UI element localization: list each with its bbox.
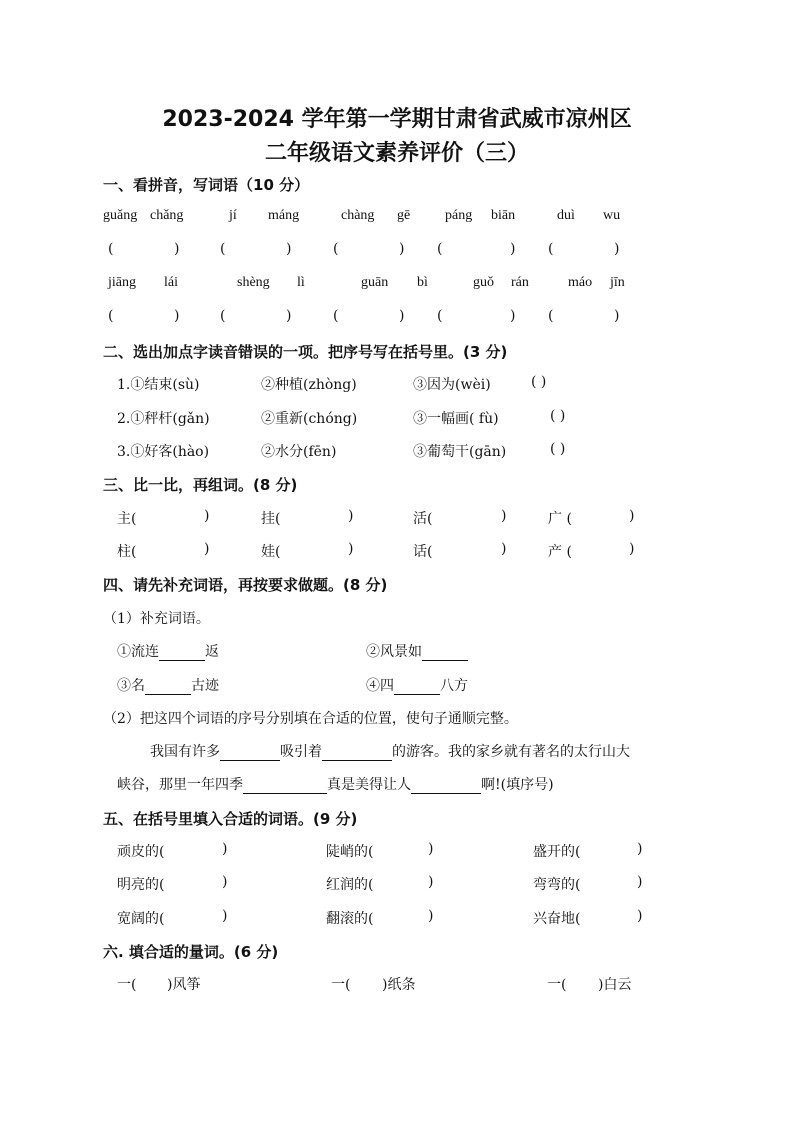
pinyin: lì: [297, 275, 305, 290]
measure-noun: )纸条: [382, 977, 416, 993]
pinyin: chàng: [341, 208, 375, 223]
text: 峡谷，那里一年四季: [117, 777, 243, 793]
option: ③一幅画( fù): [413, 411, 499, 427]
fill-item-2: [366, 641, 468, 661]
page-title: 2023-2024 学年第一学期甘肃省武威市凉州区: [162, 107, 632, 132]
text: 吸引着: [280, 744, 322, 760]
fill-blank[interactable]: [322, 744, 392, 761]
option: ②重新(chóng): [261, 411, 358, 427]
paren-close: ): [222, 908, 228, 924]
measure-prefix: 一(: [331, 977, 351, 993]
paren-open: (: [220, 241, 226, 257]
paren-close: ): [428, 874, 434, 890]
paren-close: ): [222, 841, 228, 857]
pinyin: guǎng: [103, 208, 138, 223]
paren-close: ): [510, 241, 516, 257]
char-item: 挂(: [261, 511, 281, 527]
char-item: 主(: [117, 511, 137, 527]
measure-noun: )白云: [598, 977, 632, 993]
paren-close: ): [510, 308, 516, 324]
page-subtitle: 二年级语文素养评价（三）: [264, 141, 529, 166]
paren-close: ): [637, 908, 643, 924]
fill-blank[interactable]: [220, 744, 280, 761]
measure-prefix: 一(: [117, 977, 137, 993]
option: ②水分(fēn): [261, 444, 337, 460]
paren-close: ): [637, 841, 643, 857]
fill-item-3: [117, 675, 219, 695]
paragraph-line-2: [117, 774, 554, 794]
pinyin: biān: [491, 208, 516, 223]
paren-open: (: [548, 241, 554, 257]
paren-close: ): [174, 241, 180, 257]
pinyin: rán: [511, 275, 529, 290]
paren-open: (: [437, 308, 443, 324]
pinyin: gē: [397, 208, 411, 223]
section-2-heading: 二、选出加点字读音错误的一项。把序号写在括号里。(3 分): [103, 343, 508, 361]
option: ②种植(zhòng): [261, 377, 357, 393]
pinyin: duì: [557, 208, 575, 223]
fill-pre: ④四: [366, 678, 394, 694]
char-item: 广 (: [548, 511, 572, 527]
fill-post: 返: [205, 644, 219, 660]
paren-close: ): [428, 841, 434, 857]
paren-open: (: [333, 241, 339, 257]
pinyin: jiāng: [108, 275, 136, 290]
paren-close: ): [348, 541, 354, 557]
char-item: 娃(: [261, 544, 281, 560]
fill-blank[interactable]: [422, 644, 468, 661]
paren-close: ): [501, 541, 507, 557]
text: 我国有许多: [150, 744, 220, 760]
section-4-heading: 四、请先补充词语，再按要求做题。(8 分): [103, 576, 388, 594]
word-item: 宽阔的(: [117, 911, 165, 927]
paren-close: ): [637, 874, 643, 890]
paren-open: (: [108, 308, 114, 324]
pinyin: bì: [417, 275, 428, 290]
paren-close: ): [614, 241, 620, 257]
paren-close: ): [428, 908, 434, 924]
measure-noun: )风筝: [167, 977, 201, 993]
paragraph-line-1: [150, 741, 630, 761]
word-item: 弯弯的(: [533, 877, 581, 893]
sub-question-1: （1）补充词语。: [103, 611, 210, 627]
char-item: 产 (: [548, 544, 572, 560]
section-3-heading: 三、比一比，再组词。(8 分): [103, 476, 298, 494]
text: 真是美得让人: [327, 777, 411, 793]
char-item: 活(: [413, 511, 433, 527]
fill-post: 古迹: [191, 678, 219, 694]
char-item: 柱(: [117, 544, 137, 560]
pinyin: guān: [361, 275, 389, 290]
pinyin: lái: [164, 275, 178, 290]
pinyin: jīn: [610, 275, 625, 290]
paren-open: (: [437, 241, 443, 257]
pinyin: máo: [568, 275, 593, 290]
paren-close: ): [629, 508, 635, 524]
char-item: 话(: [413, 544, 433, 560]
option: 2.①秤杆(gǎn): [117, 411, 210, 427]
paren-close: ): [204, 541, 210, 557]
fill-post: 八方: [440, 678, 468, 694]
answer-paren: ( ): [550, 441, 566, 457]
paren-close: ): [286, 241, 292, 257]
word-item: 陡峭的(: [326, 844, 374, 860]
word-item: 红润的(: [326, 877, 374, 893]
text: 啊!(填序号): [481, 777, 554, 793]
word-item: 明亮的(: [117, 877, 165, 893]
fill-pre: ①流连: [117, 644, 159, 660]
paren-open: (: [548, 308, 554, 324]
pinyin: jí: [229, 208, 237, 223]
paren-close: ): [222, 874, 228, 890]
answer-paren: ( ): [550, 408, 566, 424]
fill-pre: ②风景如: [366, 644, 422, 660]
paren-close: ): [174, 308, 180, 324]
fill-blank[interactable]: [145, 678, 191, 695]
paren-close: ): [286, 308, 292, 324]
pinyin: máng: [268, 208, 300, 223]
pinyin: guǒ: [473, 275, 494, 290]
measure-prefix: 一(: [547, 977, 567, 993]
paren-open: (: [333, 308, 339, 324]
word-item: 兴奋地(: [533, 911, 581, 927]
paren-close: ): [614, 308, 620, 324]
section-6-heading: 六. 填合适的量词。(6 分): [103, 943, 279, 961]
section-1-heading: 一、看拼音，写词语（10 分）: [103, 176, 310, 194]
word-item: 翻滚的(: [326, 911, 374, 927]
fill-pre: ③名: [117, 678, 145, 694]
option: ③葡萄干(gān): [413, 444, 507, 460]
paren-close: ): [399, 308, 405, 324]
fill-item-4: [366, 675, 468, 695]
fill-blank[interactable]: [411, 777, 481, 794]
paren-close: ): [399, 241, 405, 257]
paren-close: ): [501, 508, 507, 524]
word-item: 盛开的(: [533, 844, 581, 860]
fill-blank[interactable]: [394, 678, 440, 695]
paren-open: (: [108, 241, 114, 257]
option: 3.①好客(hào): [117, 444, 210, 460]
fill-item-1: [117, 641, 219, 661]
paren-close: ): [348, 508, 354, 524]
text: 的游客。我的家乡就有著名的太行山大: [392, 744, 630, 760]
fill-blank[interactable]: [159, 644, 205, 661]
word-item: 顽皮的(: [117, 844, 165, 860]
pinyin: páng: [445, 208, 473, 223]
section-5-heading: 五、在括号里填入合适的词语。(9 分): [103, 810, 358, 828]
pinyin: wu: [603, 208, 621, 223]
paren-open: (: [220, 308, 226, 324]
paren-close: ): [204, 508, 210, 524]
sub-question-2: （2）把这四个词语的序号分别填在合适的位置，使句子通顺完整。: [103, 711, 518, 727]
paren-close: ): [629, 541, 635, 557]
pinyin: shèng: [237, 275, 270, 290]
option: 1.①结束(sù): [117, 377, 200, 393]
pinyin: chǎng: [150, 208, 184, 223]
answer-paren: ( ): [531, 374, 547, 390]
fill-blank[interactable]: [243, 777, 327, 794]
option: ③因为(wèi): [413, 377, 491, 393]
